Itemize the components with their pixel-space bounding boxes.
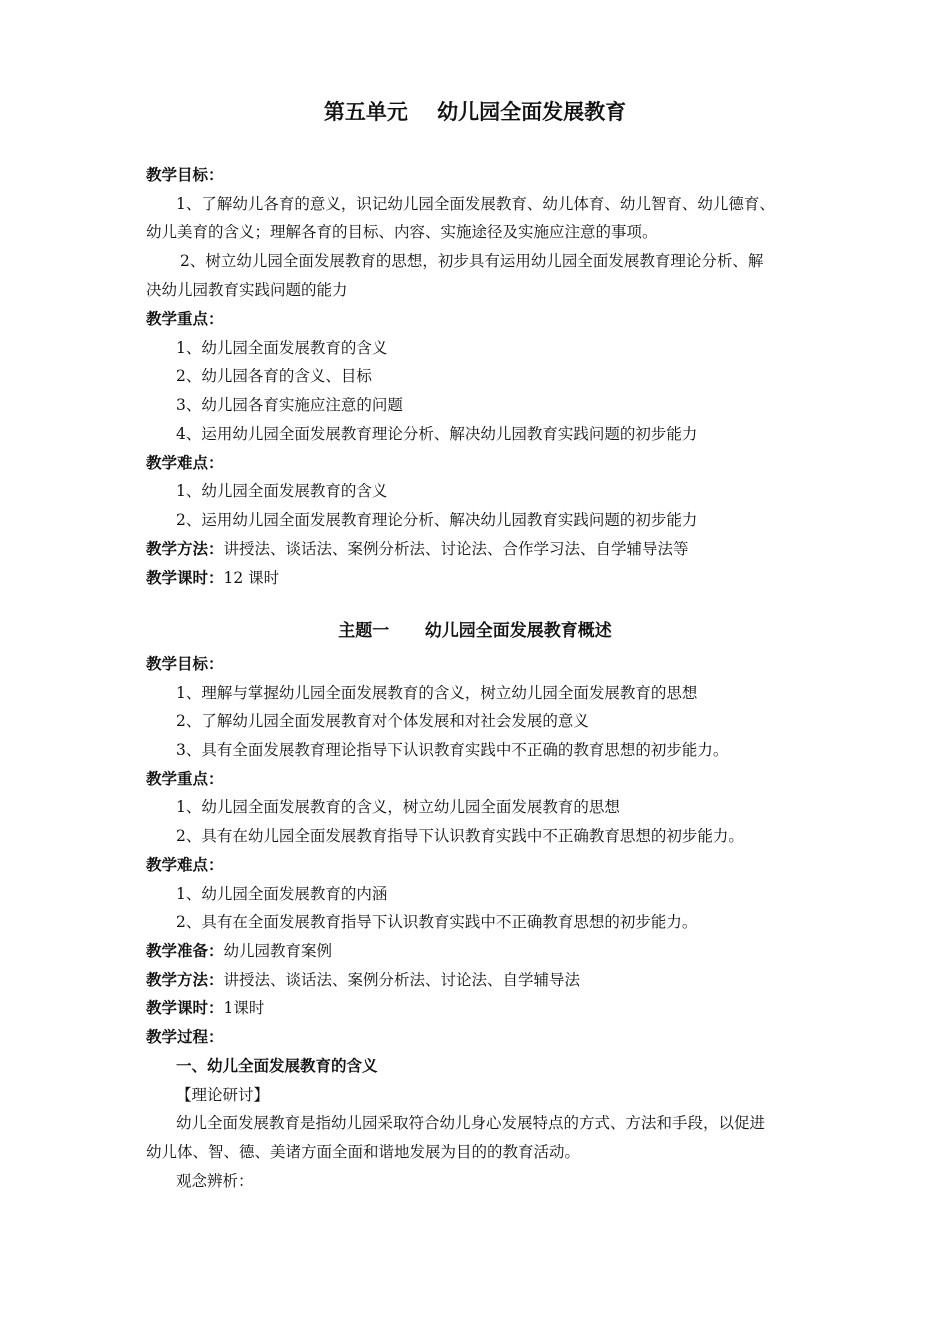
- topic-method-label: 教学方法：: [146, 970, 224, 989]
- unit-key-label: 教学重点：: [146, 309, 224, 328]
- topic-goals-label: 教学目标：: [146, 654, 224, 673]
- unit-hours-label: 教学课时：: [146, 568, 224, 587]
- topic-hours-line: [146, 998, 264, 1018]
- topic-title: 主题一 幼儿园全面发展教育概述: [338, 621, 612, 641]
- topic-prep-line: [146, 941, 332, 961]
- topic-key-item: 1、幼儿园全面发展教育的含义，树立幼儿园全面发展教育的思想: [176, 798, 620, 816]
- unit-method-line: [146, 539, 689, 559]
- unit-goal-1a: 1、了解幼儿各育的意义，识记幼儿园全面发展教育、幼儿体育、幼儿智育、幼儿德育、: [176, 195, 775, 213]
- unit-key-item: 3、幼儿园各育实施应注意的问题: [176, 396, 403, 414]
- topic-goal-item: 2、了解幼儿园全面发展教育对个体发展和对社会发展的意义: [176, 712, 589, 730]
- unit-method-text: 讲授法、谈话法、案例分析法、讨论法、合作学习法、自学辅导法等: [223, 540, 689, 558]
- section-heading: 一、幼儿全面发展教育的含义: [176, 1056, 378, 1075]
- topic-goal-item: 1、理解与掌握幼儿园全面发展教育的含义，树立幼儿园全面发展教育的思想: [176, 684, 698, 702]
- topic-difficulty-item: 1、幼儿园全面发展教育的内涵: [176, 885, 388, 903]
- unit-difficulty-label: 教学难点：: [146, 453, 224, 472]
- topic-process-label: 教学过程：: [146, 1027, 224, 1046]
- unit-difficulty-item: 2、运用幼儿园全面发展教育理论分析、解决幼儿园教育实践问题的初步能力: [176, 511, 698, 529]
- topic-difficulty-item: 2、具有在全面发展教育指导下认识教育实践中不正确教育思想的初步能力。: [176, 913, 698, 931]
- concept-heading: 观念辨析：: [176, 1172, 254, 1190]
- unit-difficulty-item: 1、幼儿园全面发展教育的含义: [176, 482, 388, 500]
- definition-paragraph-b: 幼儿体、智、德、美诸方面全面和谐地发展为目的的教育活动。: [146, 1143, 581, 1161]
- unit-title: 第五单元 幼儿园全面发展教育: [323, 99, 627, 124]
- unit-goals-label: 教学目标：: [146, 165, 224, 184]
- unit-key-item: 4、运用幼儿园全面发展教育理论分析、解决幼儿园教育实践问题的初步能力: [176, 425, 698, 443]
- topic-goal-item: 3、具有全面发展教育理论指导下认识教育实践中不正确的教育思想的初步能力。: [176, 741, 729, 759]
- unit-goal-2b: 决幼儿园教育实践问题的能力: [146, 281, 348, 299]
- topic-method-text: 讲授法、谈话法、案例分析法、讨论法、自学辅导法: [223, 971, 581, 989]
- topic-hours-text: 1课时: [223, 999, 265, 1017]
- unit-key-item: 1、幼儿园全面发展教育的含义: [176, 339, 388, 357]
- unit-hours-line: [146, 568, 279, 588]
- unit-method-label: 教学方法：: [146, 539, 224, 558]
- topic-key-label: 教学重点：: [146, 769, 224, 788]
- unit-goal-1b: 幼儿美育的含义；理解各育的目标、内容、实施途径及实施应注意的事项。: [146, 223, 658, 241]
- unit-key-item: 2、幼儿园各育的含义、目标: [176, 367, 372, 385]
- unit-goal-2a: 2、树立幼儿园全面发展教育的思想，初步具有运用幼儿园全面发展教育理论分析、解: [180, 252, 764, 270]
- theory-heading: 【理论研讨】: [176, 1086, 270, 1104]
- topic-hours-label: 教学课时：: [146, 998, 224, 1017]
- topic-difficulty-label: 教学难点：: [146, 855, 224, 874]
- topic-prep-text: 幼儿园教育案例: [223, 942, 333, 960]
- definition-paragraph-a: 幼儿全面发展教育是指幼儿园采取符合幼儿身心发展特点的方式、方法和手段，以促进: [176, 1114, 766, 1132]
- topic-key-item: 2、具有在幼儿园全面发展教育指导下认识教育实践中不正确教育思想的初步能力。: [176, 827, 744, 845]
- topic-method-line: [146, 970, 580, 990]
- topic-prep-label: 教学准备：: [146, 941, 224, 960]
- unit-hours-text: 12 课时: [223, 569, 280, 587]
